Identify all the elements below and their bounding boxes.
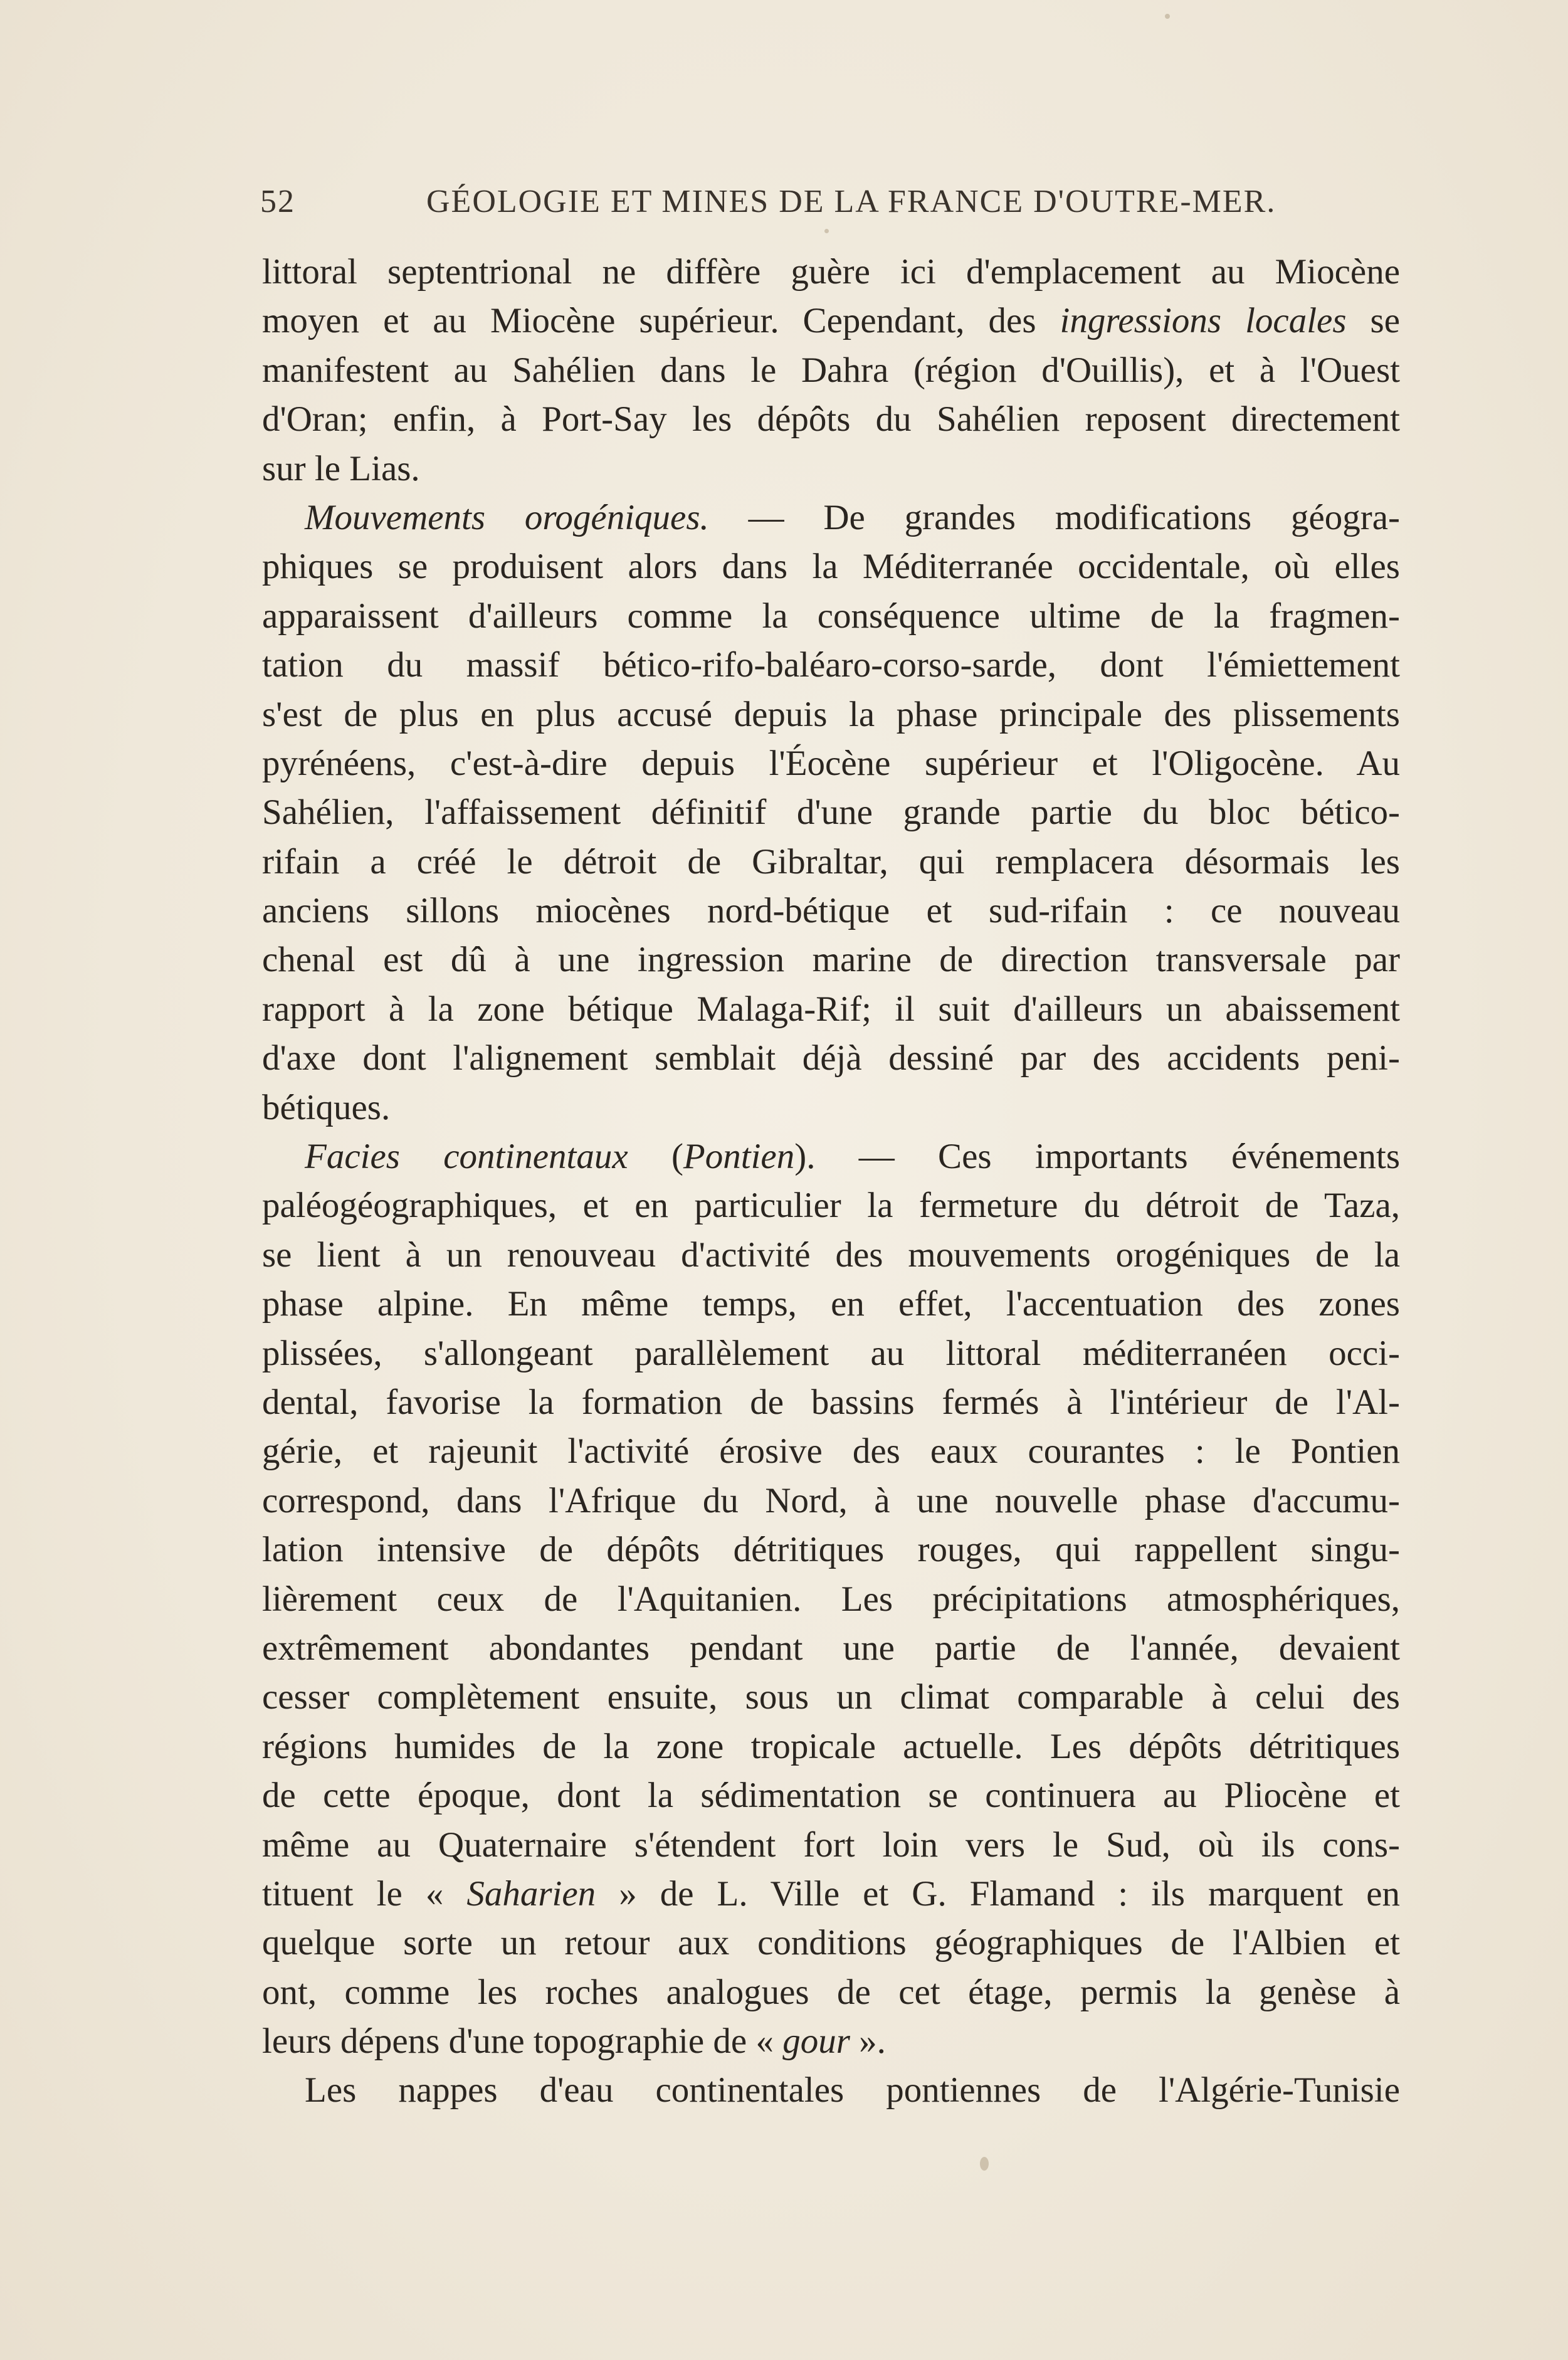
text-line: lation intensive de dépôts détritiques rouges, qui rappellent singu- xyxy=(262,1530,1400,1570)
body-text xyxy=(262,248,1400,2115)
text-line: correspond, dans l'Afrique du Nord, à une nouvelle phase d'accumu- xyxy=(262,1480,1400,1520)
paper-speck xyxy=(824,229,829,233)
text-line: phiques se produisent alors dans la Méditerranée occidentale, où elles xyxy=(262,547,1400,587)
section-heading: Mouvements orogéniques. xyxy=(305,497,709,537)
text-line: pyrénéens, c'est-à-dire depuis l'Éocène supérieur et l'Oligocène. Au xyxy=(262,743,1400,783)
text-line: rifain a créé le détroit de Gibraltar, qui remplacera désormais les xyxy=(262,841,1400,882)
text-line: lièrement ceux de l'Aquitanien. Les précipitations atmosphériques, xyxy=(262,1579,1400,1619)
text-line: s'est de plus en plus accusé depuis la phase principale des plissements xyxy=(262,694,1400,734)
text-line: plissées, s'allongeant parallèlement au littoral méditerranéen occi- xyxy=(262,1333,1400,1373)
text-line: phase alpine. En même temps, en effet, l'accentuation des zones xyxy=(262,1284,1400,1324)
text-line: manifestent au Sahélien dans le Dahra (région d'Ouillis), et à l'Ouest xyxy=(262,350,1400,390)
text-line: paléogéographiques, et en particulier la fermeture du détroit de Taza, xyxy=(262,1186,1400,1226)
text-line: régions humides de la zone tropicale actuelle. Les dépôts détritiques xyxy=(262,1726,1400,1766)
text-line: de cette époque, dont la sédimentation se continuera au Pliocène et xyxy=(262,1776,1400,1816)
text-line: d'axe dont l'alignement semblait déjà dessiné par des accidents peni- xyxy=(262,1038,1400,1078)
section-heading-line: Mouvements orogéniques. — De grandes modifications géogra- xyxy=(305,497,1400,537)
paper-speck xyxy=(1165,14,1170,19)
text-line: apparaissent d'ailleurs comme la conséquence ultime de la fragmen- xyxy=(262,596,1400,636)
text-line: gérie, et rajeunit l'activité érosive des eaux courantes : le Pontien xyxy=(262,1431,1400,1472)
text-line: dental, favorise la formation de bassins fermés à l'intérieur de l'Al- xyxy=(262,1382,1400,1422)
section-heading-line: Facies continentaux (Pontien). — Ces importants événements xyxy=(305,1137,1400,1177)
text-line: sur le Lias. xyxy=(262,448,420,488)
text-line: littoral septentrional ne diffère guère ici d'emplacement au Miocène xyxy=(262,252,1400,292)
running-head xyxy=(260,183,1288,227)
text-line: cesser complètement ensuite, sous un climat comparable à celui des xyxy=(262,1677,1400,1717)
text-line: tituent le « Saharien » de L. Ville et G. Flamand : ils marquent en xyxy=(262,1873,1400,1914)
text-line: même au Quaternaire s'étendent fort loin vers le Sud, où ils cons- xyxy=(262,1825,1400,1865)
text-line: Les nappes d'eau continentales pontiennes de l'Algérie-Tunisie xyxy=(305,2070,1400,2110)
text-line: anciens sillons miocènes nord-bétique et sud-rifain : ce nouveau xyxy=(262,891,1400,931)
text-line: d'Oran; enfin, à Port-Say les dépôts du Sahélien reposent directement xyxy=(262,399,1400,440)
text-line: moyen et au Miocène supérieur. Cependant, des ingressions locales se xyxy=(262,301,1400,341)
running-title: GÉOLOGIE ET MINES DE LA FRANCE D'OUTRE-MER. xyxy=(426,184,1276,219)
page-number: 52 xyxy=(260,184,295,219)
text-line: se lient à un renouveau d'activité des mouvements orogéniques de la xyxy=(262,1235,1400,1275)
text-line: quelque sorte un retour aux conditions géographiques de l'Albien et xyxy=(262,1923,1400,1963)
text-line: rapport à la zone bétique Malaga-Rif; il suit d'ailleurs un abaissement xyxy=(262,989,1400,1029)
text-line: bétiques. xyxy=(262,1087,391,1127)
text-line: tation du massif bético-rifo-baléaro-corso-sarde, dont l'émiettement xyxy=(262,645,1400,685)
paper-speck xyxy=(980,2157,989,2171)
section-heading: Facies continentaux xyxy=(305,1137,628,1177)
text-line: ont, comme les roches analogues de cet étage, permis la genèse à xyxy=(262,1972,1400,2012)
text-line: Sahélien, l'affaissement définitif d'une grande partie du bloc bético- xyxy=(262,793,1400,833)
text-line: leurs dépens d'une topographie de « gour ». xyxy=(262,2021,886,2062)
text-line: chenal est dû à une ingression marine de direction transversale par xyxy=(262,940,1400,980)
text-line: extrêmement abondantes pendant une partie de l'année, devaient xyxy=(262,1628,1400,1668)
